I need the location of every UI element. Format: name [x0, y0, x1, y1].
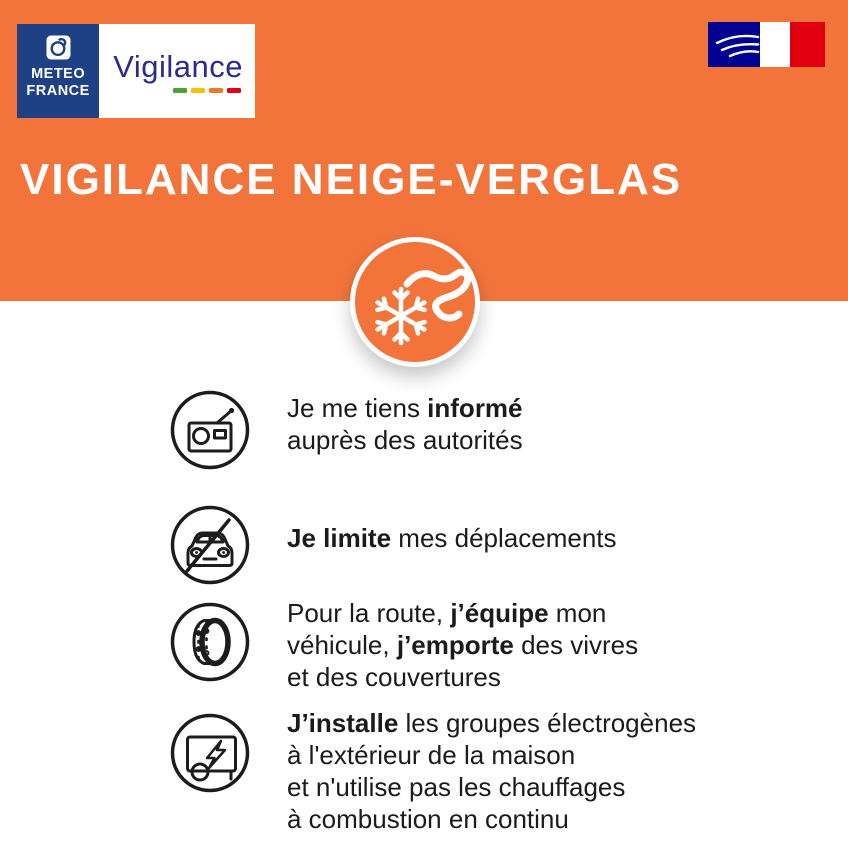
winding-road-stroke — [407, 272, 468, 318]
vigilance-wordmark: Vigilance — [113, 49, 243, 84]
vigilance-dash-red — [227, 88, 241, 93]
generator-icon — [170, 713, 250, 793]
snow-chains-tire-icon — [170, 602, 250, 682]
meteo-france-sphere-icon — [46, 35, 71, 60]
vigilance-dash-yellow — [191, 88, 205, 93]
vigilance-logo — [99, 24, 255, 118]
advice-text-2: Je limite mes déplacements — [287, 523, 617, 553]
advice-text-3: Pour la route, j’équipe mon véhicule, j’emporte des vivres et des couvertures — [287, 598, 639, 692]
alert-badge — [350, 237, 480, 367]
french-government-marianne-logo — [708, 22, 825, 67]
vigilance-dash-green — [173, 88, 187, 93]
advice-text-1: Je me tiens informé auprès des autorités — [287, 393, 523, 455]
vigilance-dash-orange — [209, 88, 223, 93]
snowflake-winding-road-icon — [355, 242, 485, 372]
meteo-france-label-line2: FRANCE — [26, 83, 90, 99]
meteo-france-vigilance-logo — [17, 24, 255, 118]
radio-icon — [170, 390, 250, 470]
no-car-icon — [170, 505, 250, 585]
meteo-france-label-line1: METEO — [31, 66, 86, 82]
meteo-france-logo — [17, 24, 99, 118]
vigilance-level-dashes — [113, 88, 243, 93]
advice-text-4: J’installe les groupes électrogènes à l'extérieur de la maison et n'utilise pas les chauffages à combustion en continu — [287, 708, 697, 834]
poster-title: VIGILANCE NEIGE-VERGLAS — [20, 155, 683, 204]
